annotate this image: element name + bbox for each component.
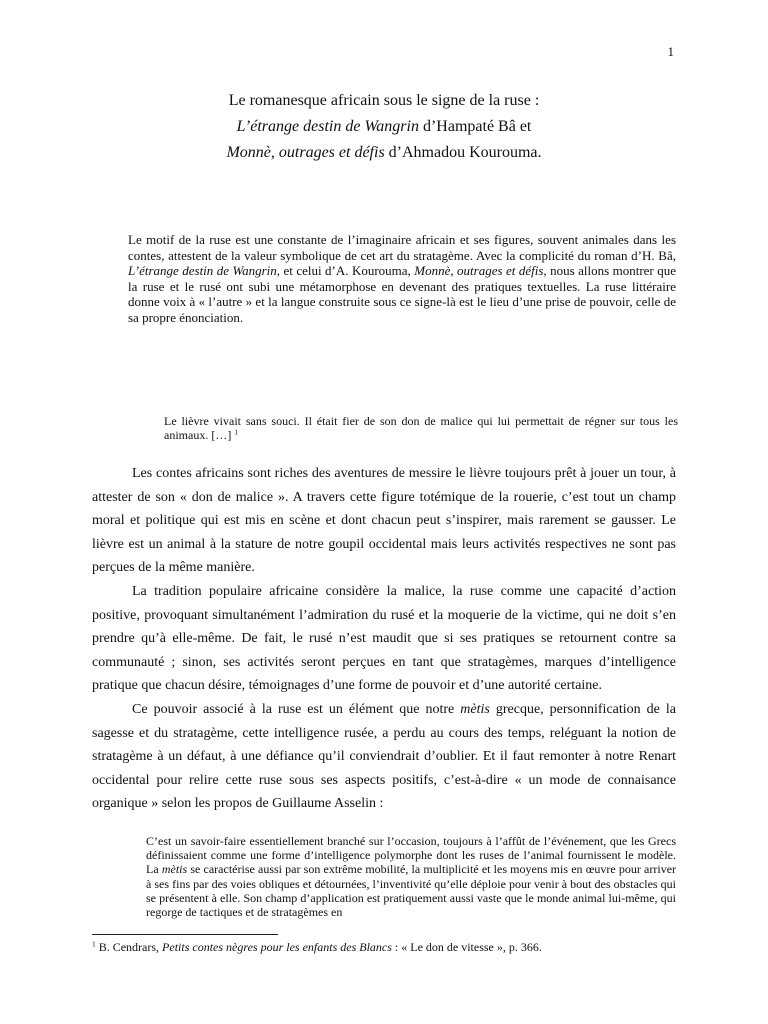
footnote [92, 940, 676, 954]
footnote-text: : « Le don de vitesse », p. 366. [391, 940, 542, 954]
title-work-2: Monnè, outrages et défis [226, 144, 385, 161]
title-line-2 [130, 114, 638, 140]
footnote-text: B. Cendrars, [95, 940, 163, 954]
footnote-reference[interactable]: 1 [234, 427, 239, 437]
paragraph: Les contes africains sont riches des aventures de messire le lièvre toujours prêt à jouer un tour, à attester de son « don de malice ». A travers cette figure totémique de la rouerie, c’est tout un champ moral et politique qui est mis en scène et dont chacun peut s’inspirer, mais rarement se gausser. Le lièvre est un animal à la stature de notre goupil occidental mais leurs activités respectives ne sont pas perçues de la même manière. [92, 466, 676, 576]
title-line-3 [130, 140, 638, 166]
title-author-1: d’Hampaté Bâ et [418, 118, 532, 135]
italic-term: mètis [161, 862, 188, 877]
footnote-italic-title: Petits contes nègres pour les enfants des Blancs [162, 940, 392, 954]
page-number: 1 [667, 44, 674, 59]
footnote-separator [92, 934, 278, 935]
abstract-text: , nous allons montrer que la ruse et le rusé ont subi une métamorphose en devenant des pratiques textuelles. La ruse littéraire donne voix à « l’autre » et la langue construite sous ce signe-là est le lieu d’une prise de pouvoir, celle de sa propre énonciation. [128, 263, 676, 325]
quote-text: se caractérise aussi par son extrême mobilité, la multiplicité et les moyens mis en œuvre pour arriver à ses fins par des voies obliques et détournées, l’inventivité qu’elle déploie pour venir à bout des obstacles qui se présentent à elle. Son champ d’application est pratiquement aussi vaste que le monde animal lui-même, qui regorge de tactiques et de stratagèmes en [146, 862, 677, 920]
paragraph-text: Ce pouvoir associé à la ruse est un élément que notre [132, 701, 461, 717]
quote-text: C’est un savoir-faire essentiellement branché sur l’occasion, toujours à l’affût de l’événement, que les Grecs définissaient comme une forme d’intelligence polymorphe dont les ruses de l’animal fournissent le modèle. La [146, 834, 676, 877]
body-text [92, 462, 676, 816]
italic-term: mètis [460, 701, 490, 717]
paragraph [92, 698, 676, 816]
title-work-1: L’étrange destin de Wangrin [236, 118, 419, 135]
block-quote [146, 834, 676, 919]
paragraph-text: grecque, personnification de la sagesse et du stratagème, cette intelligence rusée, a perdu au cours des temps, reléguant la notion de stratagème à un défaut, à une défiance qu’il conviendrait d’oublier. Et il faut remonter à notre Renart occidental pour relire cette ruse sous ses aspects positifs, c’est-à-dire « un mode de connaisance organique » selon les propos de Guillaume Asselin : [92, 701, 677, 812]
abstract-italic-title: L’étrange destin de Wangrin [128, 263, 277, 279]
abstract-text: Le motif de la ruse est une constante de l’imaginaire africain et ses figures, souvent animales dans les contes, attestent de la valeur symbolique de cet art du stratagème. Avec la complicité du roman d’H. Bâ, [128, 232, 676, 263]
abstract [128, 232, 676, 326]
epigraph-quote [164, 414, 678, 442]
title-author-2: d’Ahmadou Kourouma. [384, 144, 542, 161]
title-line-1: Le romanesque africain sous le signe de la ruse : [228, 92, 540, 109]
paragraph: La tradition populaire africaine considère la malice, la ruse comme une capacité d’action positive, provoquant simultanément l’admiration du rusé et la moquerie de la victime, qui ne doit s’en prendre qu’à elle-même. De fait, le rusé n’est maudit que si ses pratiques se retournent contre sa communauté ; sinon, ses activités seront perçues en tant que stratagèmes, marques d’intelligence pratique que chacun désire, témoignages d’une forme de pouvoir et d’une autorité certaine. [92, 583, 676, 694]
abstract-italic-title: Monnè, outrages et défis [414, 263, 544, 279]
abstract-text: , et celui d’A. Kourouma, [276, 263, 415, 279]
epigraph-text: Le lièvre vivait sans souci. Il était fier de son don de malice qui lui permettait de régner sur tous les animaux. […] [164, 414, 678, 442]
document-title [130, 88, 638, 166]
footnote-number: 1 [92, 939, 96, 949]
